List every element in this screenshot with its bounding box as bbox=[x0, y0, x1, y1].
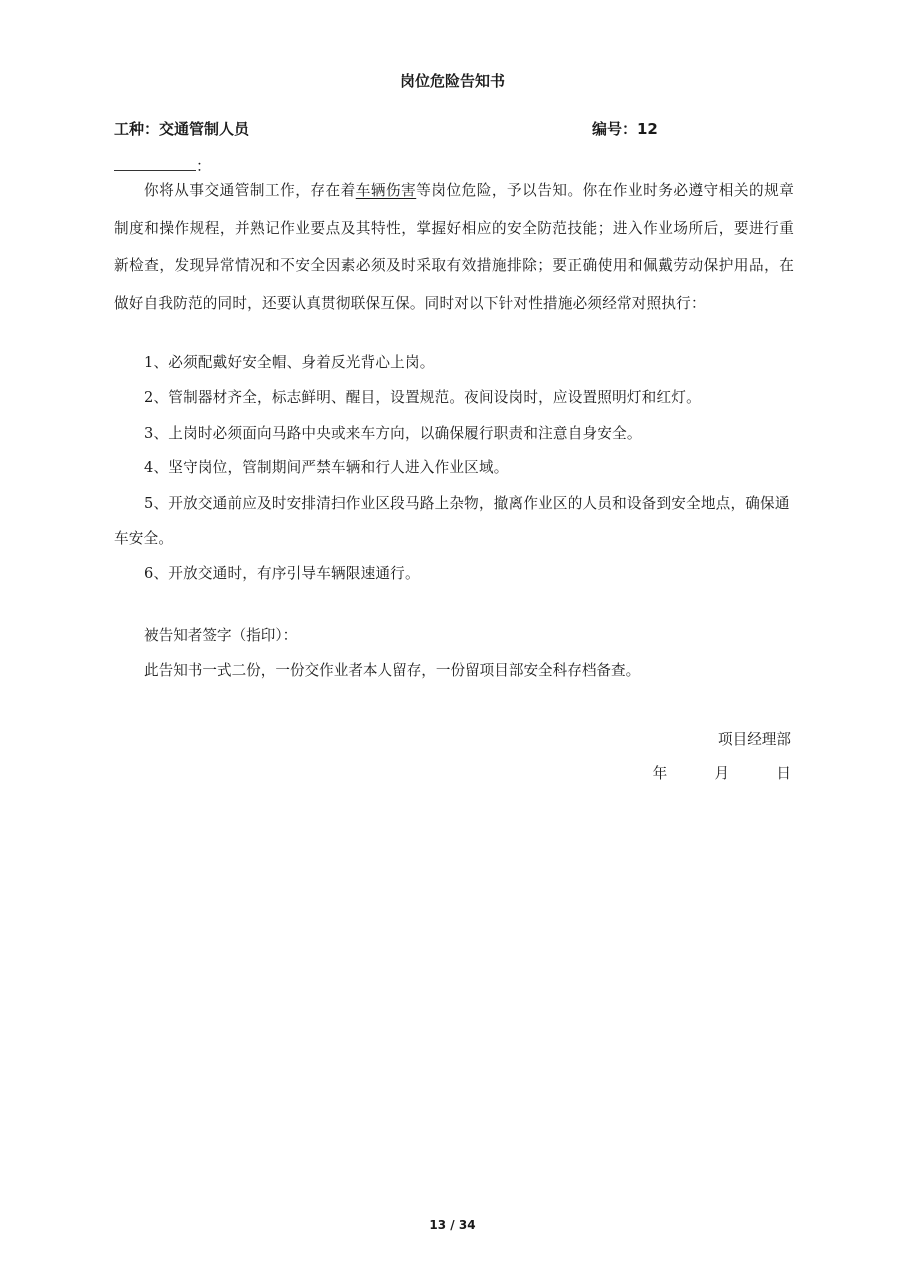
intro-paragraph bbox=[114, 172, 794, 322]
document-title: 岗位危险告知书 bbox=[399, 72, 505, 90]
measure-item-5: 5、开放交通前应及时安排清扫作业区段马路上杂物，撤离作业区的人员和设备到安全地点，确保通车安全。 bbox=[114, 495, 790, 547]
measure-item-6: 6、开放交通时，有序引导车辆限速通行。 bbox=[144, 565, 420, 582]
date-month: 月 bbox=[714, 765, 730, 782]
hazard-name: 车辆伤害 bbox=[355, 182, 417, 199]
copies-note: 此告知书一式二份，一份交作业者本人留存，一份留项目部安全科存档备查。 bbox=[144, 662, 641, 679]
date-line bbox=[653, 762, 791, 783]
document-number: 编号：12 bbox=[592, 120, 658, 138]
measure-item-3: 3、上岗时必须面向马路中央或来车方向，以确保履行职责和注意自身安全。 bbox=[144, 425, 642, 442]
recipient-blank bbox=[114, 156, 196, 171]
work-type-label: 工种：交通管制人员 bbox=[114, 120, 250, 138]
measure-item-2: 2、管制器材齐全，标志鲜明、醒目，设置规范。夜间设岗时，应设置照明灯和红灯。 bbox=[144, 389, 701, 406]
date-day: 日 bbox=[776, 765, 791, 782]
intro-text-before: 你将从事交通管制工作，存在着 bbox=[144, 182, 356, 199]
recipient-colon: ： bbox=[196, 157, 212, 175]
department-name: 项目经理部 bbox=[718, 731, 791, 748]
measure-item-1: 1、必须配戴好安全帽、身着反光背心上岗。 bbox=[144, 354, 435, 371]
intro-text-after: 等岗位危险，予以告知。你在作业时务必遵守相关的规章制度和操作规程，并熟记作业要点及其特性，掌握好相应的安全防范技能；进入作业场所后，要进行重新检查，发现异常情况和不安全因素必须及时采取有效措施排除；要正确使用和佩戴劳动保护用品，在做好自我防范的同时，还要认真贯彻联保互保。同时对以下针对性措施必须经常对照执行： bbox=[114, 182, 794, 312]
signature-label: 被告知者签字（指印）： bbox=[144, 627, 298, 644]
page-number: 13 / 34 bbox=[429, 1218, 476, 1232]
measure-item-4: 4、坚守岗位，管制期间严禁车辆和行人进入作业区域。 bbox=[144, 459, 509, 476]
date-year: 年 bbox=[652, 765, 668, 782]
